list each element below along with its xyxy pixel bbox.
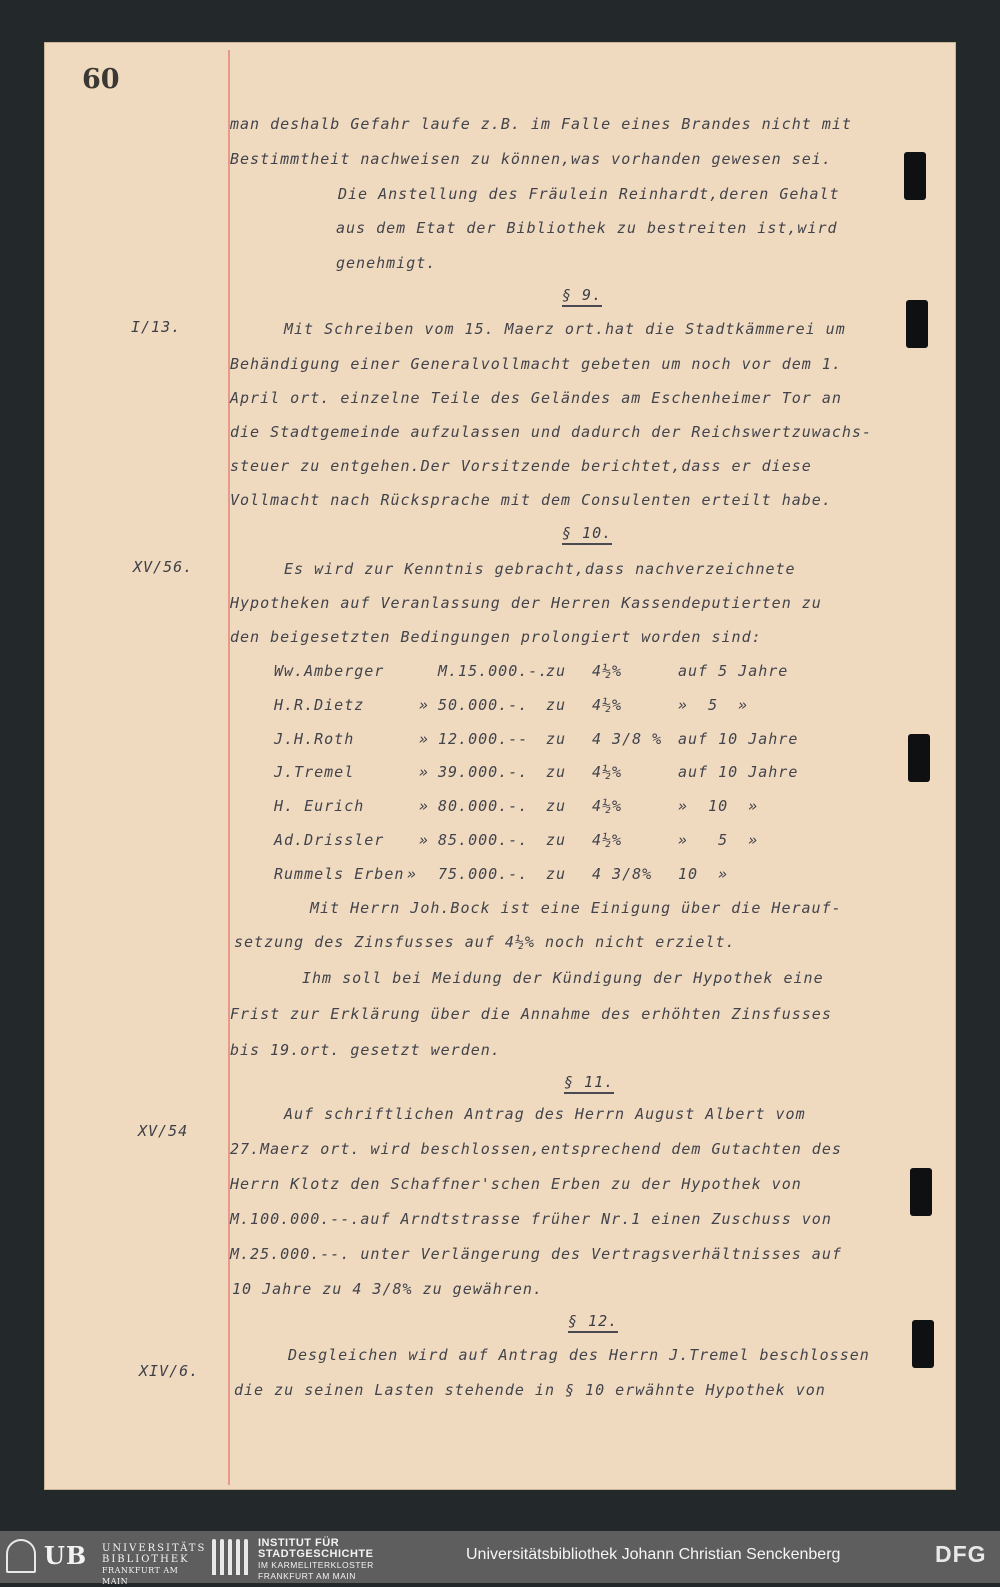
isg-line-4: FRANKFURT AM MAIN [258, 1571, 356, 1581]
isg-line-1: INSTITUT FÜR [258, 1537, 340, 1549]
zu-label: zu [546, 696, 567, 714]
text-line: die zu seinen Lasten stehende in § 10 erwähnte Hypothek von [234, 1381, 826, 1399]
text-line: M.100.000.--.auf Arndtstrasse früher Nr.1 einen Zuschuss von [230, 1210, 832, 1228]
mortgage-amount: M.15.000.-. [438, 662, 549, 680]
isg-line-2: STADTGESCHICHTE [258, 1548, 374, 1560]
binding-tape-mark [910, 1168, 932, 1216]
text-line: 27.Maerz ort. wird beschlossen,entsprechend dem Gutachten des [230, 1140, 842, 1158]
mortgage-amount: 85.000.-. [438, 831, 529, 849]
isg-name [258, 1538, 374, 1582]
text-line: Desgleichen wird auf Antrag des Herrn J.Tremel beschlossen [288, 1346, 870, 1364]
document-page [44, 42, 956, 1490]
text-line: Mit Herrn Joh.Bock ist eine Einigung über die Herauf- [310, 899, 842, 917]
text-line: 10 Jahre zu 4 3/8% zu gewähren. [232, 1280, 543, 1298]
section-heading-10: § 10. [562, 524, 612, 545]
mortgage-amount: 50.000.-. [438, 696, 529, 714]
table-row [274, 730, 894, 750]
binding-tape-mark [904, 152, 926, 200]
zu-label: zu [546, 797, 567, 815]
mortgage-name: J.Tremel [274, 763, 355, 781]
section-heading-11: § 11. [564, 1073, 614, 1094]
mortgage-name: J.H.Roth [274, 730, 355, 748]
text-line: die Stadtgemeinde aufzulassen und dadurch der Reichswertzuwachs- [230, 423, 872, 441]
mortgage-amount: 75.000.-. [438, 865, 529, 883]
text-line: Behändigung einer Generalvollmacht gebeten um noch vor dem 1. [230, 355, 842, 373]
mortgage-name: Ad.Drissler [274, 831, 385, 849]
ditto-mark: » [419, 763, 430, 781]
margin-ref-xv54: XV/54 [138, 1122, 189, 1140]
margin-ref-xv56: XV/56. [133, 558, 194, 576]
ditto-mark: » [419, 730, 430, 748]
section-heading-12: § 12. [568, 1312, 618, 1333]
ub-logo [6, 1539, 207, 1586]
text-line: Die Anstellung des Fräulein Reinhardt,deren Gehalt [338, 185, 840, 203]
interest-rate: 4½% [592, 831, 623, 849]
interest-rate: 4 3/8% [592, 865, 653, 883]
text-line: Frist zur Erklärung über die Annahme des erhöhten Zinsfusses [230, 1005, 832, 1023]
margin-ref-i13: I/13. [131, 318, 182, 336]
mortgage-term: auf 10 Jahre [678, 763, 799, 781]
ub-line-2: BIBLIOTHEK [102, 1554, 190, 1565]
library-name: Universitätsbibliothek Johann Christian Senckenberg [466, 1546, 841, 1563]
ditto-mark: » [419, 797, 430, 815]
binding-tape-mark [906, 300, 928, 348]
text-line: Hypotheken auf Veranlassung der Herren Kassendeputierten zu [230, 594, 822, 612]
mortgage-term: auf 5 Jahre [678, 662, 789, 680]
ub-letters: UB [44, 1541, 88, 1570]
zu-label: zu [546, 662, 567, 680]
footer-bar [0, 1531, 1000, 1586]
text-line: Bestimmtheit nachweisen zu können,was vorhanden gewesen sei. [230, 150, 832, 168]
text-line: Vollmacht nach Rücksprache mit dem Consulenten erteilt habe. [230, 491, 832, 509]
table-row [274, 662, 894, 682]
mortgage-term: auf 10 Jahre [678, 730, 799, 748]
mortgage-amount: 39.000.-. [438, 763, 529, 781]
mortgage-term: » 5 » [678, 696, 749, 714]
zu-label: zu [546, 865, 567, 883]
ditto-mark: » [419, 696, 430, 714]
text-line: genehmigt. [336, 254, 437, 272]
text-line: Ihm soll bei Meidung der Kündigung der Hypothek eine [302, 969, 824, 987]
interest-rate: 4½% [592, 696, 623, 714]
dfg-logo: DFG [935, 1541, 987, 1567]
table-row [274, 797, 894, 817]
interest-rate: 4½% [592, 763, 623, 781]
mortgage-term: » 5 » [678, 831, 759, 849]
interest-rate: 4 3/8 % [592, 730, 663, 748]
text-line: setzung des Zinsfusses auf 4½% noch nicht erzielt. [234, 933, 736, 951]
text-line: Es wird zur Kenntnis gebracht,dass nachverzeichnete [284, 560, 796, 578]
ub-emblem-icon [6, 1539, 36, 1573]
interest-rate: 4½% [592, 662, 623, 680]
mortgage-name: Ww.Amberger [274, 662, 385, 680]
text-line: den beigesetzten Bedingungen prolongiert worden sind: [230, 628, 762, 646]
mortgage-name: H.R.Dietz [274, 696, 365, 714]
ditto-mark: » [407, 865, 418, 883]
zu-label: zu [546, 730, 567, 748]
text-line: Auf schriftlichen Antrag des Herrn August Albert vom [284, 1105, 806, 1123]
mortgage-name: H. Eurich [274, 797, 365, 815]
text-line: Herrn Klotz den Schaffner'schen Erben zu der Hypothek von [230, 1175, 802, 1193]
mortgage-amount: 80.000.-. [438, 797, 529, 815]
ub-name [102, 1543, 206, 1587]
mortgage-term: 10 » [678, 865, 729, 883]
table-row [274, 696, 894, 716]
text-line: April ort. einzelne Teile des Geländes am Eschenheimer Tor an [230, 389, 842, 407]
mortgage-amount: 12.000.-- [438, 730, 529, 748]
page-number: 60 [82, 64, 120, 95]
text-line: man deshalb Gefahr laufe z.B. im Falle eines Brandes nicht mit [230, 115, 852, 133]
zu-label: zu [546, 763, 567, 781]
mortgage-name: Rummels Erben [274, 865, 405, 883]
interest-rate: 4½% [592, 797, 623, 815]
text-line: steuer zu entgehen.Der Vorsitzende berichtet,dass er diese [230, 457, 812, 475]
section-heading-9: § 9. [562, 286, 602, 307]
zu-label: zu [546, 831, 567, 849]
binding-tape-mark [912, 1320, 934, 1368]
table-row [274, 831, 894, 851]
ub-line-1: UNIVERSITÄTS [102, 1543, 207, 1554]
table-row [274, 865, 894, 885]
columns-icon [212, 1539, 248, 1575]
isg-logo [212, 1537, 442, 1581]
binding-tape-mark [908, 734, 930, 782]
text-line: M.25.000.--. unter Verlängerung des Vertragsverhältnisses auf [230, 1245, 842, 1263]
ditto-mark: » [419, 831, 430, 849]
text-line: aus dem Etat der Bibliothek zu bestreiten ist,wird [336, 219, 838, 237]
isg-line-3: IM KARMELITERKLOSTER [258, 1560, 374, 1570]
text-line: bis 19.ort. gesetzt werden. [230, 1041, 501, 1059]
margin-ref-xiv6: XIV/6. [139, 1362, 200, 1380]
ub-line-3: FRANKFURT AM MAIN [102, 1566, 179, 1586]
text-line: Mit Schreiben vom 15. Maerz ort.hat die Stadtkämmerei um [284, 320, 846, 338]
table-row [274, 763, 894, 783]
margin-rule [228, 50, 230, 1485]
mortgage-term: » 10 » [678, 797, 759, 815]
